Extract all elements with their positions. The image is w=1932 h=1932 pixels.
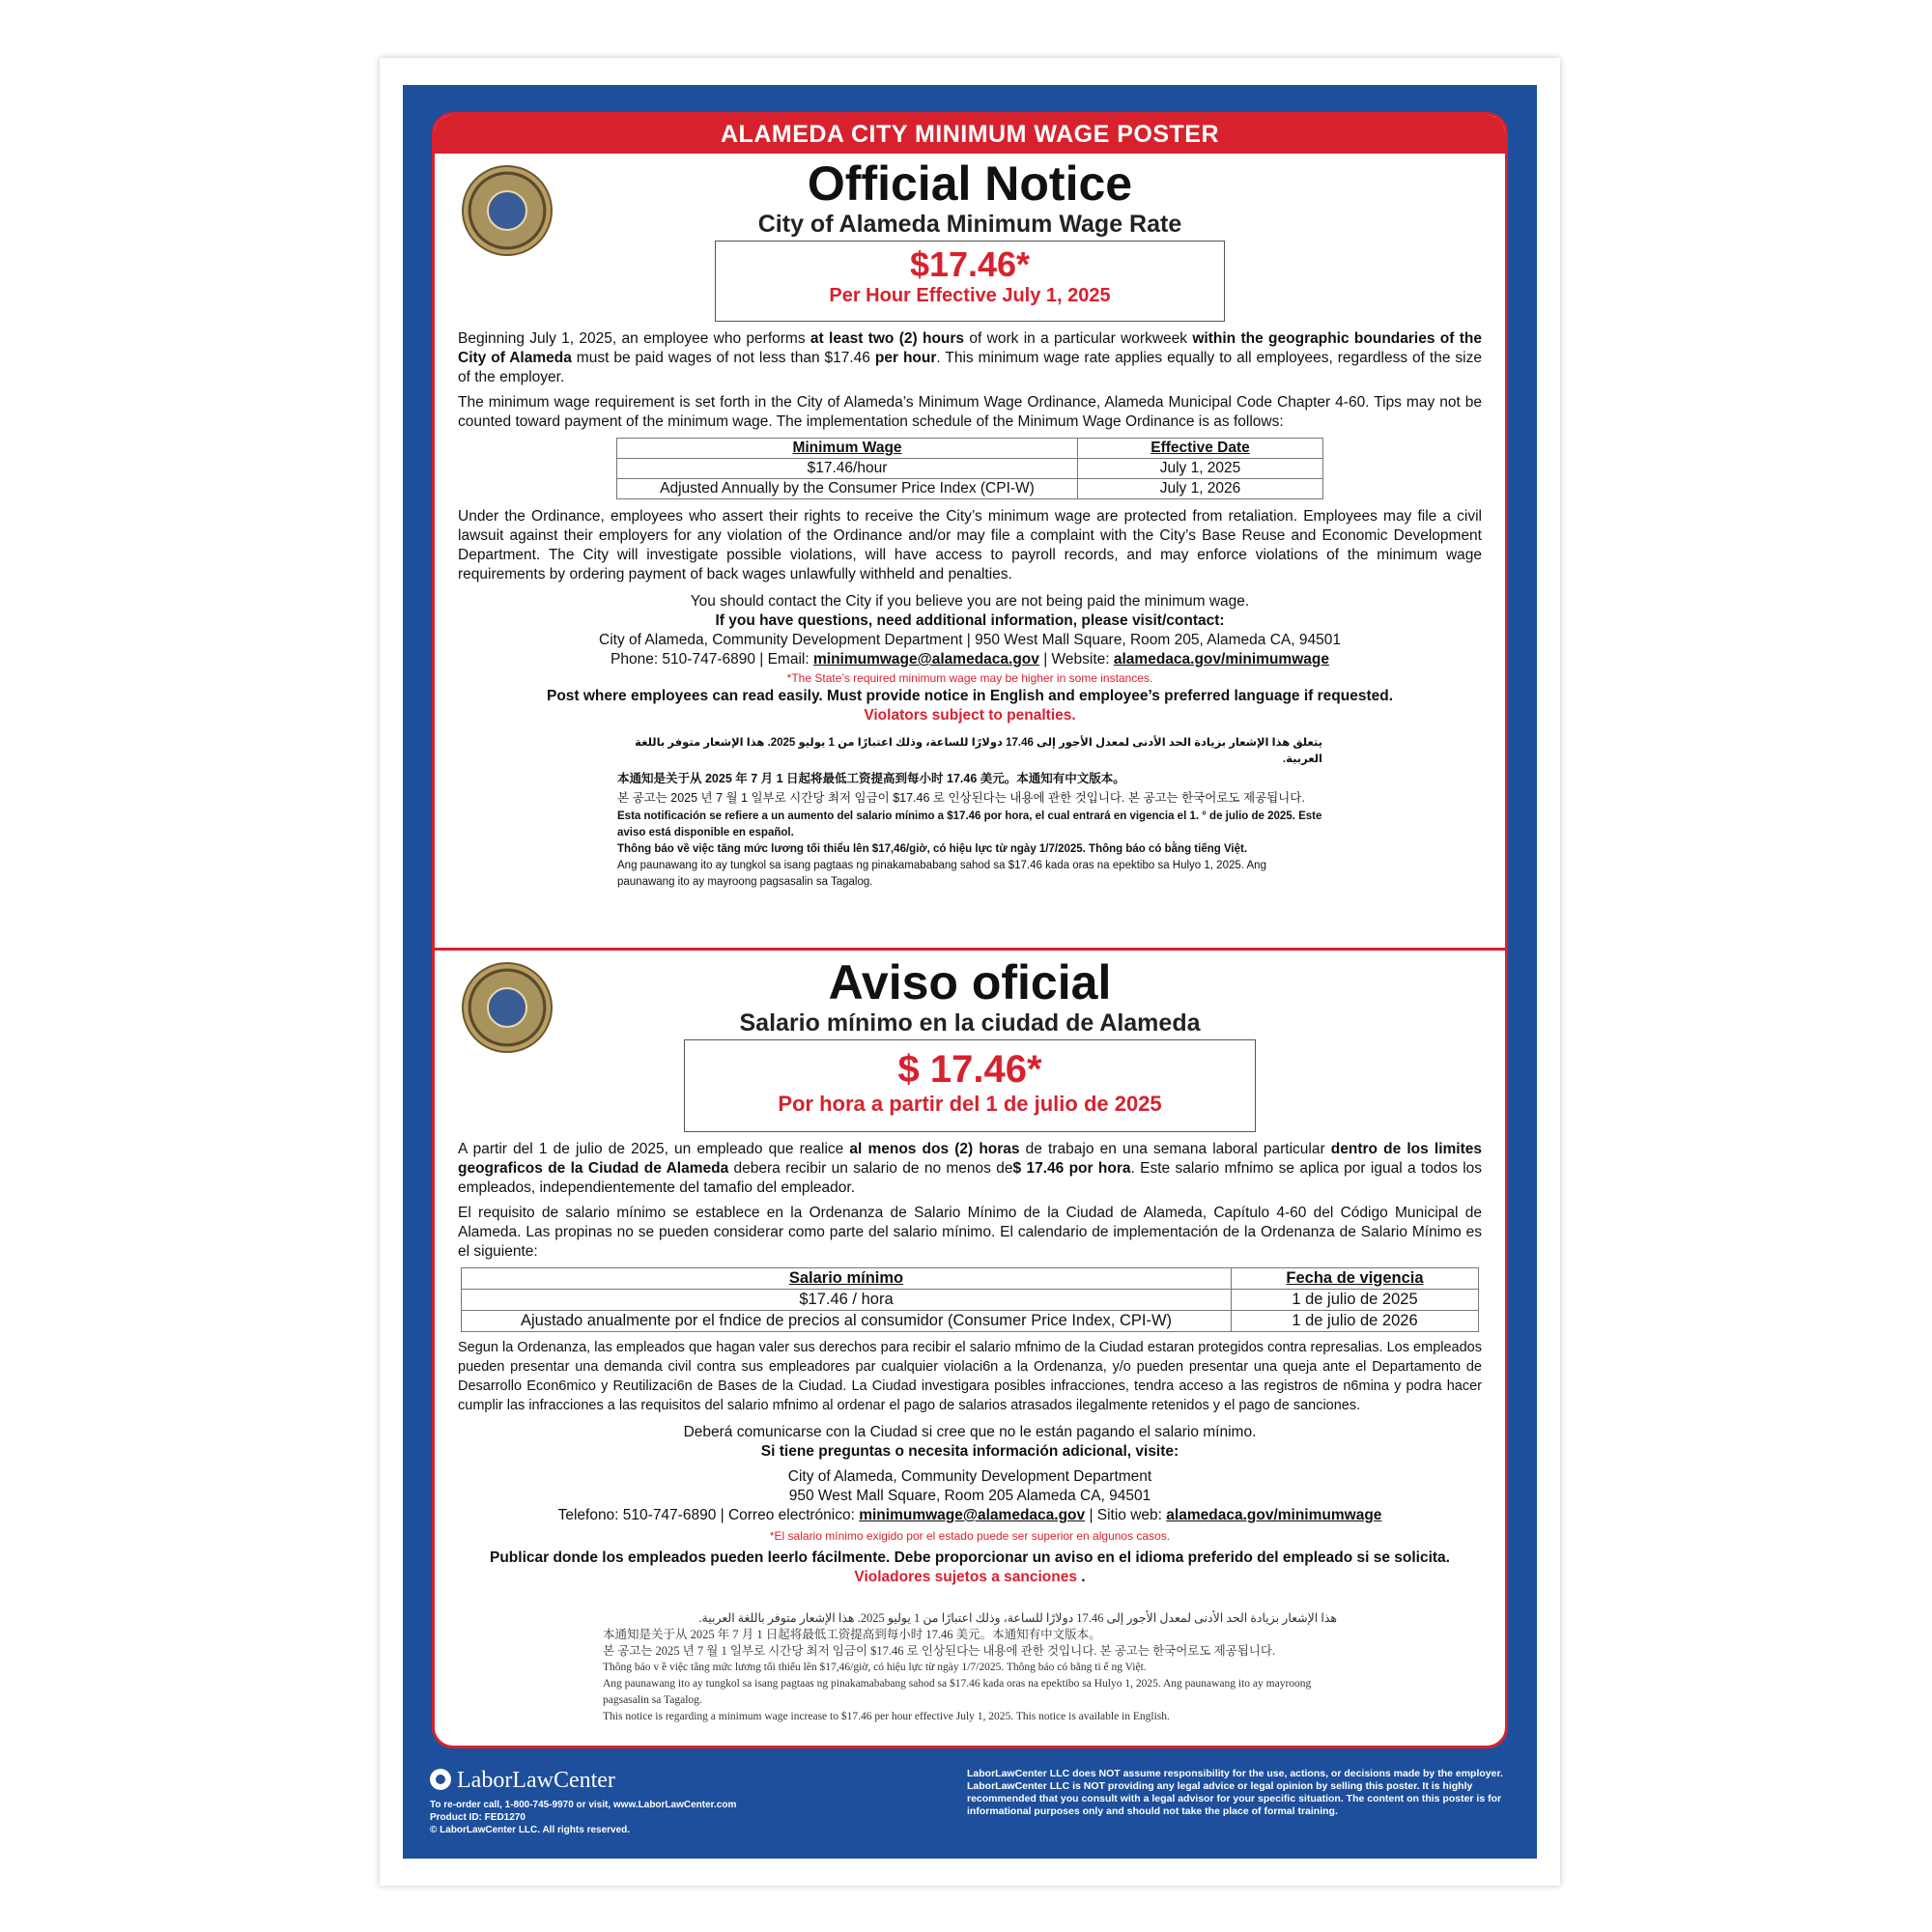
english-paragraph-2: The minimum wage requirement is set forth in the City of Alameda’s Minimum Wage Ordinance, Alameda Municipal Code Chapter 4-60. Tips may not be counted toward payment of the minimum wage. The implementation schedule of the Minimum Wage Ordinance is as follows: [458,394,1482,430]
spanish-email-link[interactable]: minimumwage@alamedaca.gov [859,1507,1086,1523]
table-cell: Adjusted Annually by the Consumer Price Index (CPI-W) [617,479,1078,499]
translation-arabic: يتعلق هذا الإشعار بزيادة الحد الأدنى لمعدل الأجور إلى 17.46 دولارًا للساعة، وذلك اعتبارًا من 1 يوليو 2025. هذا الإشعار متوفر باللغة العربية. [635,737,1322,765]
table-cell: 1 de julio de 2026 [1232,1311,1479,1332]
footer-copyright: © LaborLawCenter LLC. All rights reserved. [430,1825,631,1835]
poster-footer [430,1766,1512,1853]
spanish-contact-1: Deberá comunicarse con la Ciudad si cree que no le están pagando el salario mínimo. [683,1424,1257,1440]
spanish-subtitle: Salario mínimo en la ciudad de Alameda [739,1009,1201,1037]
spanish-title: Aviso oficial [828,955,1112,1009]
spanish-post-instruction: Publicar donde los empleados pueden leerlo fácilmente. Debe proporcionar un aviso en el idioma preferido del empleado si se solicita. [490,1549,1450,1566]
spanish-contact-4: 950 West Mall Square, Room 205 Alameda CA, 94501 [788,1488,1151,1504]
english-schedule-table [616,438,1323,499]
spanish-violators: Violadores sujetos a sanciones [854,1569,1077,1585]
english-translations [617,735,1322,891]
table-cell: $17.46/hour [617,459,1078,479]
translation-tagalog: Ang paunawang ito ay tungkol sa isang pagtaas ng pinakamababang sahod sa $17.46 kada oras na epektibo sa Hulyo 1, 2025. Ang paunawang ito ay mayroong pagsasalin sa Tagalog. [603,1678,1312,1706]
footer-product-id: Product ID: FED1270 [430,1812,526,1823]
table-cell: $17.46 / hora [462,1290,1232,1311]
translation-arabic: هذا الإشعار بزيادة الحد الأدنى لمعدل الأجور إلى 17.46 دولارًا للساعة، وذلك اعتبارًا من 1 يوليو 2025. هذا الإشعار متوفر باللغة العربية. [698,1611,1337,1625]
translation-vietnamese: Thông báo về việc tăng mức lương tối thiểu lên $17,46/giờ, có hiệu lực từ ngày 1/7/2025. Thông báo có bằng tiếng Việt. [617,843,1248,855]
poster-banner: ALAMEDA CITY MINIMUM WAGE POSTER [435,115,1505,154]
translation-tagalog: Ang paunawang ito ay tungkol sa isang pagtaas ng pinakamababang sahod sa $17.46 kada oras na epektibo sa Hulyo 1, 2025. Ang paunawang ito ay mayroong pagsasalin sa Tagalog. [617,860,1266,888]
table-cell: July 1, 2026 [1078,479,1323,499]
english-paragraph-3: Under the Ordinance, employees who assert their rights to receive the City’s minimum wage are protected from retaliation. Employees may file a civil lawsuit against their employers for any violation of the Ordinance and/or may file a complaint with the City’s Base Reuse and Economic Development Department. The City will investigate possible violations, will have access to payroll records, and may enforce violations of the minimum wage requirements by ordering payment of back wages unlawfully withheld and penalties. [458,508,1482,582]
translation-korean: 본 공고는 2025 년 7 월 1 일부로 시간당 최저 임금이 $17.46 로 인상된다는 내용에 관한 것입니다. 본 공고는 한국어로도 제공됩니다. [617,791,1305,805]
translation-korean: 본 공고는 2025 년 7 월 1 일부로 시간당 최저 임금이 $17.46 로 인상된다는 내용에 관한 것입니다. 본 공고는 한국어로도 제공됩니다. [603,1644,1276,1658]
table-row [462,1268,1479,1290]
english-paragraph-1: Beginning July 1, 2025, an employee who performs at least two (2) hours of work in a particular workweek within the geographic boundaries of the City of Alameda must be paid wages of not less than $17.46 per hour. This minimum wage rate applies equally to all employees, regardless of the size of the employer. [458,330,1483,385]
spanish-contact-2: Si tiene preguntas o necesita información adicional, visite: [760,1443,1179,1460]
spanish-rate: $ 17.46* [897,1048,1042,1091]
spanish-section [435,951,1505,1725]
english-contact-1: You should contact the City if you believe you are not being paid the minimum wage. [690,593,1250,610]
footer-fine-print [430,1799,736,1836]
spanish-state-note: *El salario mínimo exigido por el estado puede ser superior en algunos casos. [769,1529,1171,1543]
english-rate: $17.46* [909,244,1031,284]
english-website-link[interactable]: alamedaca.gov/minimumwage [1113,651,1329,668]
translation-english: This notice is regarding a minimum wage increase to $17.46 per hour effective July 1, 2025. This notice is available in English. [603,1711,1170,1722]
spanish-translations [603,1610,1337,1725]
spanish-paragraph-2: El requisito de salario mínimo se establece en la Ordenanza de Salario Mínimo de la Ciudad de Alameda, Capítulo 4-60 del Código Municipal de Alameda. Las propinas no se pueden considerar como parte del salario mínimo. El calendario de implementación de la Ordenanza de Salario Mínimo es el siguiente: [458,1205,1482,1260]
table-row [617,479,1323,499]
laborlawcenter-logo: LaborLawCenter [430,1766,615,1795]
english-contact-3: City of Alameda, Community Development Department | 950 West Mall Square, Room 205, Alameda CA, 94501 [599,632,1341,648]
spanish-contact-3: City of Alameda, Community Development Department [787,1468,1152,1485]
table-row [617,459,1323,479]
table-row [617,439,1323,459]
table-header: Salario mínimo [462,1268,1232,1290]
spanish-phone-line: Telefono: 510-747-6890 | Correo electrónico: minimumwage@alamedaca.gov | Sitio web: alamedaca.gov/minimumwage [557,1507,1382,1523]
poster-sheet [380,58,1560,1886]
city-seal-icon [462,962,553,1053]
spanish-website-link[interactable]: alamedaca.gov/minimumwage [1166,1507,1382,1523]
table-cell: July 1, 2025 [1078,459,1323,479]
table-row [462,1311,1479,1332]
english-rate-box [715,241,1225,322]
spanish-paragraph-3: Segun la Ordenanza, las empleados que hagan valer sus derechos para recibir el salario mfnimo de la Ciudad estaran protegidos contra represalias. Los empleados pueden presentar una demanda civil contra sus empleadores par cualquier violaci6n a la Ordenanza, y/o pueden presentar una queja ante el Departamento de Desarrollo Econ6mico y Reutilizaci6n de Bases de la Ciudad. La Ciudad investigara posibles infracciones, tendra acceso a las registros de n6mina y podra hacer cumplir las infracciones a las requisitos del salario mfnimo al ordenar el pago de salarios atrasados ilegalmente retenidos y el pago de sanciones. [458,1340,1482,1413]
english-title: Official Notice [807,156,1133,211]
english-state-note: *The State’s required minimum wage may be higher in some instances. [786,671,1153,685]
table-header: Minimum Wage [617,439,1078,459]
table-cell: Ajustado anualmente por el fndice de precios al consumidor (Consumer Price Index, CPI-W) [462,1311,1232,1332]
spanish-rate-sub: Por hora a partir del 1 de julio de 2025 [778,1092,1162,1116]
english-rate-sub: Per Hour Effective July 1, 2025 [829,285,1111,306]
footer-reorder: To re-order call, 1-800-745-9970 or visit, www.LaborLawCenter.com [430,1800,737,1810]
english-section [435,154,1505,948]
logo-icon [430,1769,451,1790]
table-row [462,1290,1479,1311]
spanish-violators-line: Violadores sujetos a sanciones . [854,1569,1086,1585]
table-header: Fecha de vigencia [1232,1268,1479,1290]
english-subtitle: City of Alameda Minimum Wage Rate [757,211,1182,238]
table-cell: 1 de julio de 2025 [1232,1290,1479,1311]
english-contact-2: If you have questions, need additional information, please visit/contact: [715,612,1225,629]
english-violators: Violators subject to penalties. [864,707,1076,724]
table-header: Effective Date [1078,439,1323,459]
translation-vietnamese: Thông báo v ề việc tăng mức lương tối thiểu lên $17,46/giờ, có hiệu lực từ ngày 1/7/2025. Thông báo có bằng ti ế ng Việt. [603,1662,1147,1673]
translation-chinese: 本通知是关于从 2025 年 7 月 1 日起将最低工资提高到每小时 17.46 美元。本通知有中文版本。 [617,772,1125,785]
english-email-link[interactable]: minimumwage@alamedaca.gov [812,651,1039,668]
poster-blue-frame [403,85,1537,1859]
english-post-instruction: Post where employees can read easily. Must provide notice in English and employee’s preferred language if requested. [546,688,1393,704]
spanish-schedule-table [461,1267,1479,1332]
english-phone-line: Phone: 510-747-6890 | Email: minimumwage@alamedaca.gov | Website: alamedaca.gov/minimumwage [611,651,1329,668]
spanish-paragraph-1: A partir del 1 de julio de 2025, un empleado que realice al menos dos (2) horas de trabajo en una semana laboral particular dentro de los limites geograficos de la Ciudad de Alameda debera recibir un salario de no menos de$ 17.46 por hora. Este salario mfnimo se aplica por igual a todos los empleados, independientemente del tamafio del empleador. [458,1141,1483,1196]
footer-disclaimer: LaborLawCenter LLC does NOT assume responsibility for the use, actions, or decisions made by the employer. LaborLawCenter LLC is NOT providing any legal advice or legal opinion by selling this poster. It is highly recommended that you consult with a legal advisor for your specific situation. The content on this poster is for informational purposes only and should not take the place of formal training. [967,1768,1503,1817]
spanish-rate-box [684,1039,1256,1132]
translation-spanish: Esta notificación se refiere a un aumento del salario mínimo a $17.46 por hora, el cual entrará en vigencia el 1. ° de julio de 2025. Este aviso está disponible en español. [617,810,1322,838]
poster-panel [432,112,1508,1748]
translation-chinese: 本通知是关于从 2025 年 7 月 1 日起将最低工资提高到每小时 17.46 美元。本通知有中文版本。 [603,1628,1101,1641]
city-seal-icon [462,165,553,256]
